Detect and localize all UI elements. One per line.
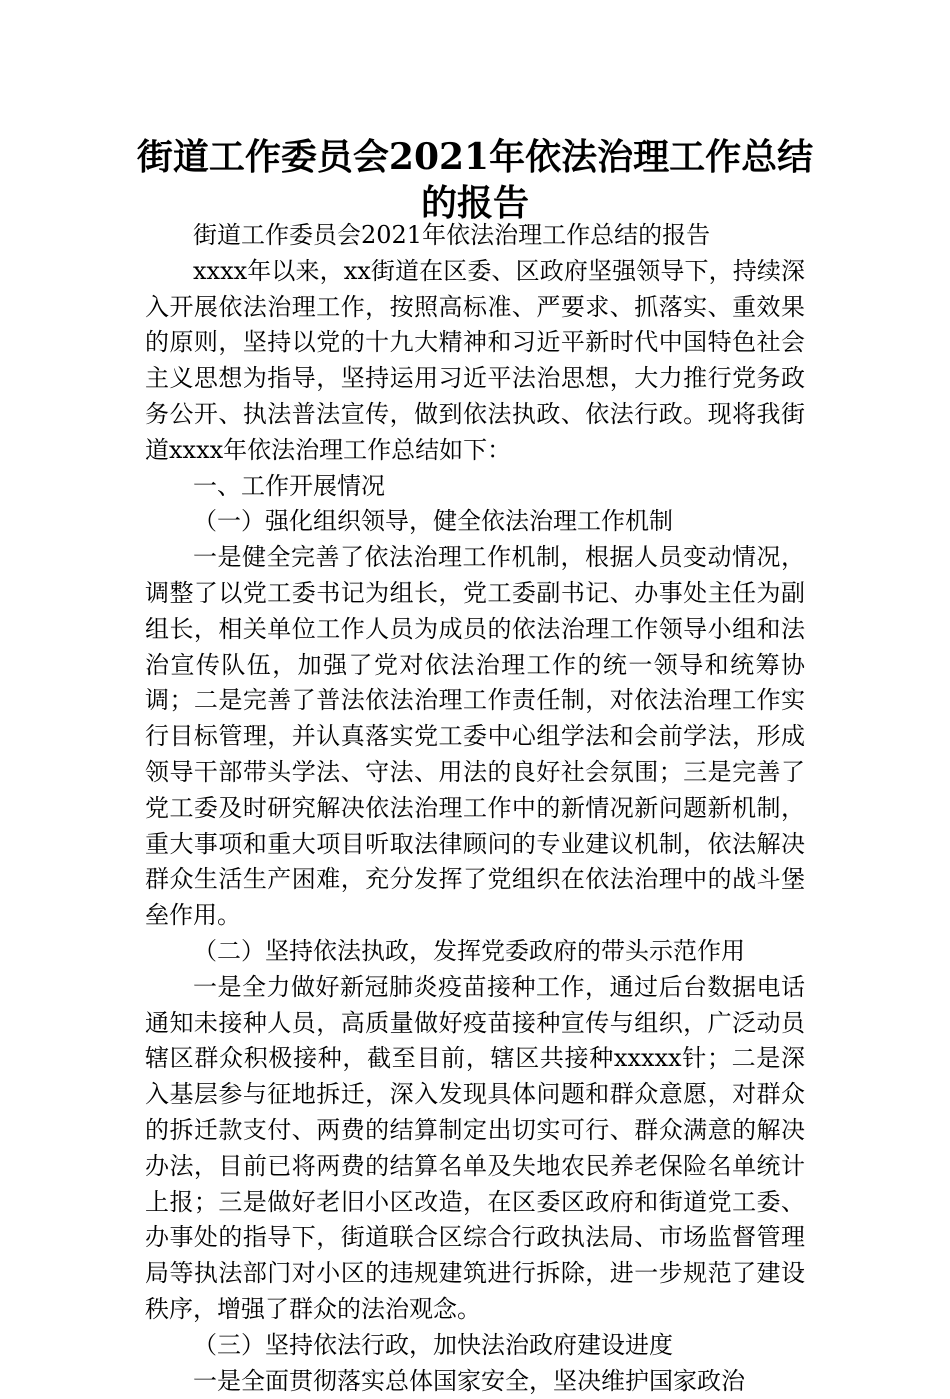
paragraph-mechanism: 一是健全完善了依法治理工作机制，根据人员变动情况，调整了以党工委书记为组长，党工委副书记、办事处主任为副组长，相关单位工作人员为成员的依法治理工作领导小组和法治宣传队伍，加强了党对依法治理工作的统一领导和统筹协调；二是完善了普法依法治理工作责任制，对依法治理工作实行目标管理，并认真落实党工委中心组学法和会前学法，形成领导干部带头学法、守法、用法的良好社会氛围；三是完善了党工委及时研究解决依法治理工作中的新情况新问题新机制，重大事项和重大项目听取法律顾问的专业建议机制，依法解决群众生活生产困难，充分发挥了党组织在依法治理中的战斗堡垒作用。 (145, 540, 805, 934)
subsection-heading-3: （三）坚持依法行政，加快法治政府建设进度 (145, 1328, 805, 1364)
document-body (145, 218, 805, 1399)
section-heading-1: 一、工作开展情况 (145, 469, 805, 505)
paragraph-report-heading: 街道工作委员会2021年依法治理工作总结的报告 (145, 218, 805, 254)
paragraph-administration: 一是全面贯彻落实总体国家安全，坚决维护国家政治 (145, 1364, 805, 1399)
subsection-heading-2: （二）坚持依法执政，发挥党委政府的带头示范作用 (145, 934, 805, 970)
paragraph-intro: xxxx年以来，xx街道在区委、区政府坚强领导下，持续深入开展依法治理工作，按照高标准、严要求、抓落实、重效果的原则，坚持以党的十九大精神和习近平新时代中国特色社会主义思想为指导，坚持运用习近平法治思想，大力推行党务政务公开、执法普法宣传，做到依法执政、依法行政。现将我街道xxxx年依法治理工作总结如下： (145, 254, 805, 469)
paragraph-governance: 一是全力做好新冠肺炎疫苗接种工作，通过后台数据电话通知未接种人员，高质量做好疫苗接种宣传与组织，广泛动员辖区群众积极接种，截至目前，辖区共接种xxxxx针；二是深入基层参与征地拆迁，深入发现具体问题和群众意愿，对群众的拆迁款支付、两费的结算制定出切实可行、群众满意的解决办法，目前已将两费的结算名单及失地农民养老保险名单统计上报；三是做好老旧小区改造，在区委区政府和街道党工委、办事处的指导下，街道联合区综合行政执法局、市场监督管理局等执法部门对小区的违规建筑进行拆除，进一步规范了建设秩序，增强了群众的法治观念。 (145, 970, 805, 1328)
document-title: 街道工作委员会2021年依法治理工作总结的报告 (120, 134, 830, 226)
subsection-heading-1: （一）强化组织领导，健全依法治理工作机制 (145, 504, 805, 540)
